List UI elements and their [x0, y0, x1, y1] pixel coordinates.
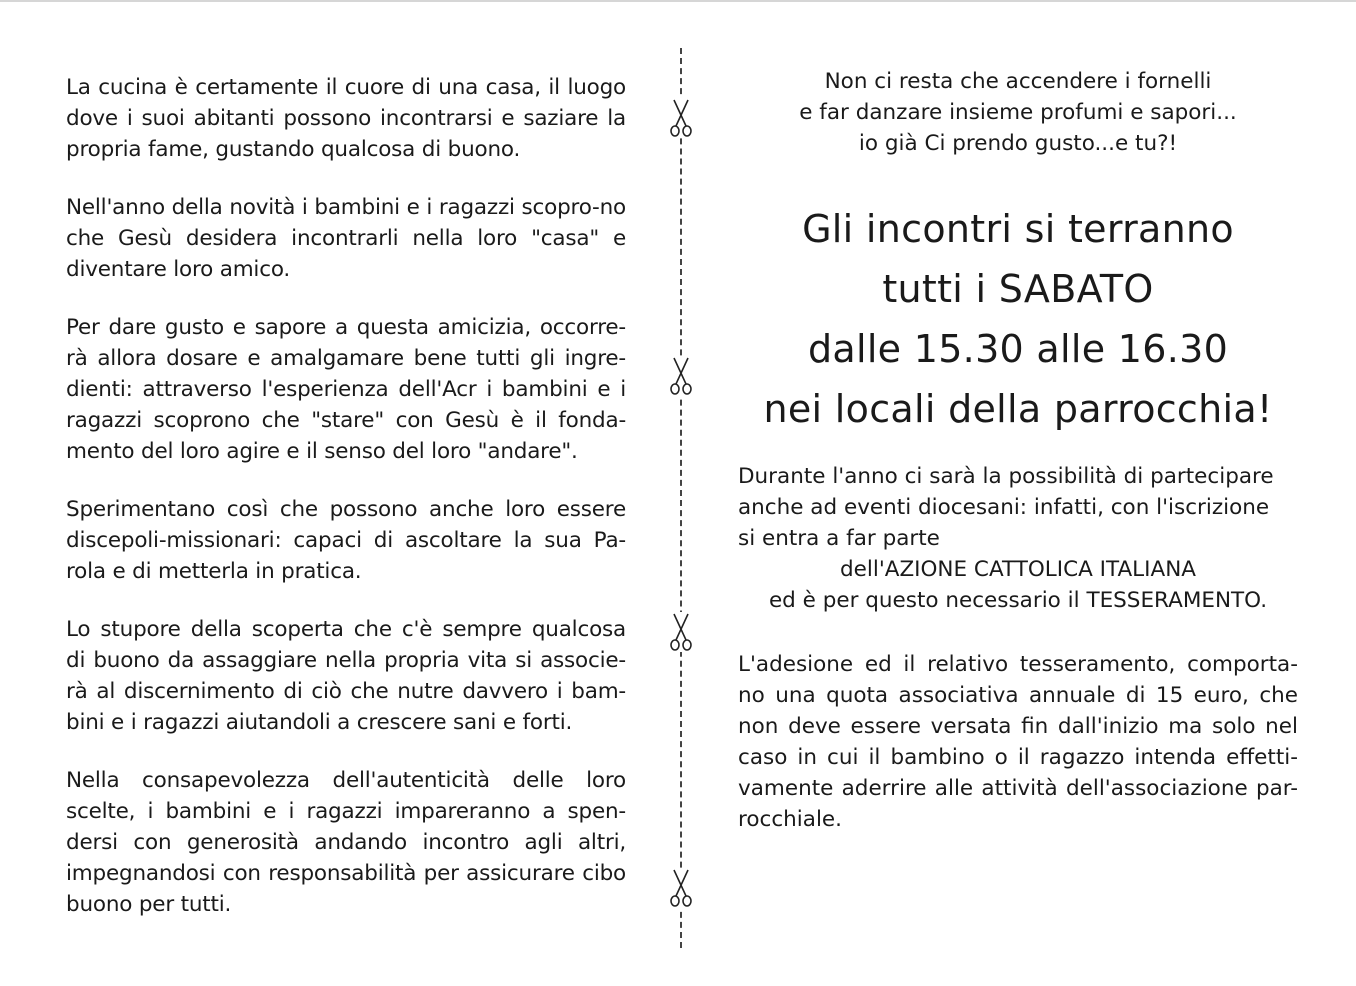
- scissors-icon: [668, 868, 694, 908]
- intro-text: [738, 66, 1298, 159]
- events-line: si entra a far parte: [738, 526, 940, 551]
- cut-line: [680, 48, 682, 948]
- meeting-headline: [738, 199, 1298, 439]
- right-column: [738, 66, 1298, 835]
- scissors-icon: [668, 98, 694, 138]
- paragraph-novelty: Nell'anno della novità i bambini e i ragazzi scopro-no che Gesù desidera incontrarli nella loro "casa" e diventare loro amico.: [66, 195, 626, 282]
- left-column: [66, 72, 626, 947]
- membership-note: ed è per questo necessario il TESSERAMENTO.: [768, 588, 1268, 613]
- headline-line: nei locali della parrocchia!: [763, 387, 1273, 431]
- scissors-icon: [668, 356, 694, 396]
- intro-line: Non ci resta che accendere i fornelli: [824, 69, 1212, 94]
- top-edge-line: [0, 0, 1356, 2]
- events-line: Durante l'anno ci sarà la possibilità di partecipare: [738, 464, 1274, 489]
- paragraph-disciples: Sperimentano così che possono anche loro essere discepoli-missionari: capaci di ascoltare la sua Pa-rola e di metterla in pratica.: [66, 497, 626, 584]
- paragraph-friendship: Per dare gusto e sapore a questa amicizia, occorre-rà allora dosare e amalgamare bene tutti gli ingre-dienti: attraverso l'esperienza dell'Acr i bambini e i ragazzi scoprono che "stare" con Gesù è il fonda-mento del loro agire e il senso del loro "andare".: [66, 315, 626, 464]
- events-line: anche ad eventi diocesani: infatti, con l'iscrizione: [738, 495, 1270, 520]
- headline-line: dalle 15.30 alle 16.30: [807, 327, 1229, 371]
- scissors-icon: [668, 612, 694, 652]
- paragraph-awareness: Nella consapevolezza dell'autenticità delle loro scelte, i bambini e i ragazzi impareranno a spen-dersi con generosità andando incontro agli altri, impegnandosi con responsabilità per assicurare cibo buono per tutti.: [66, 768, 626, 917]
- paragraph-adesione: L'adesione ed il relativo tesseramento, comporta-no una quota associativa annuale di 15 euro, che non deve essere versata fin dall'inizio ma solo nel caso in cui il bambino o il ragazzo intenda effetti-vamente aderrire alle attività dell'associazione par-rocchiale.: [738, 652, 1298, 832]
- association-name: dell'AZIONE CATTOLICA ITALIANA: [840, 557, 1196, 582]
- intro-line: e far danzare insieme profumi e sapori...: [799, 100, 1237, 125]
- paragraph-discovery: Lo stupore della scoperta che c'è sempre qualcosa di buono da assaggiare nella propria vita si associe-rà al discernimento di ciò che nutre davvero i bam-bini e i ragazzi aiutandoli a crescere sani e forti.: [66, 617, 626, 735]
- intro-line: io già Ci prendo gusto...e tu?!: [858, 131, 1178, 156]
- headline-line: Gli incontri si terranno: [802, 207, 1234, 251]
- events-text: [738, 461, 1298, 554]
- headline-line: tutti i SABATO: [882, 267, 1154, 311]
- paragraph-kitchen: La cucina è certamente il cuore di una casa, il luogo dove i suoi abitanti possono incontrarsi e saziare la propria fame, gustando qualcosa di buono.: [66, 75, 626, 162]
